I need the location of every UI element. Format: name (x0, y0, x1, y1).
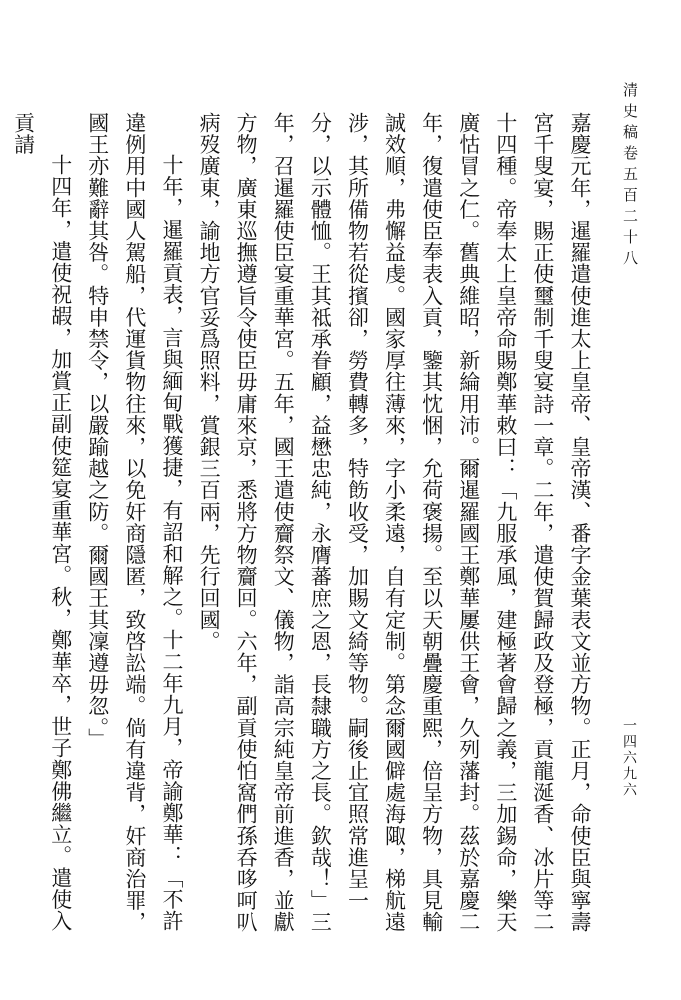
paragraph-3: 十四年，遣使祝嘏，加賞正副使筵宴重華宮。秋，鄭華卒，世子鄭佛繼立。遣使入貢請 (11, 112, 73, 932)
running-title: 清史稿卷五百二十八 (621, 82, 639, 271)
paragraph-1: 嘉慶元年，暹羅遣使進太上皇帝、皇帝漢、番字金葉表文並方物。正月，命使臣與寧壽宮千叟宴，賜正使璽制千叟宴詩一章。二年，遣使賀歸政及登極，貢龍涎香、冰片等二十四種。帝奉太上皇帝命賜鄭華敕曰：「九服承風，建極著會歸之義，三加錫命，樂天廣怙冒之仁。舊典維昭，新綸用沛。爾暹羅國王鄭華屢供王會，久列藩封。茲於嘉慶二年，復遣使臣奉表入貢，鑒其忱悃，允荷褒揚。至以天朝疊慶重熙，倍呈方物，具見輸誠效順，弗懈益虔。國家厚往薄來，字小柔遠，自有定制。第念爾國僻處海陬，梯航遠涉，其所備物若從擯卻，勞費轉多，特飭收受，加賜文綺等物。嗣後止宜照常進呈一分，以示體恤。王其祗承眷顧，益懋忠純，永膺蕃庶之恩，長隸職方之長。欽哉！」三年，召暹羅使臣宴重華宮。五年，國王遣使齎祭文、儀物，詣高宗純皇帝前進香，並獻方物，廣東巡撫遵旨令使臣毋庸來京，悉將方物齎回。六年，副貢使怕窩們孫呑哆呵叭病歿廣東，諭地方官妥爲照料，賞銀三百兩，先行回國。 (197, 112, 592, 933)
paragraph-2: 十年，暹羅貢表，言與緬甸戰獲捷，有詔和解之。十二年九月，帝諭鄭華：「不許違例用中國人駕船，代運貨物往來，以免奸商隱匿，致啓訟端。倘有違背，奸商治罪，國王亦難辭其咎。特申禁令，以嚴踰越之防。爾國王其凜遵毋忽。」 (85, 112, 184, 933)
page-number: 一四六九六 (621, 718, 637, 798)
body-text (11, 112, 598, 946)
